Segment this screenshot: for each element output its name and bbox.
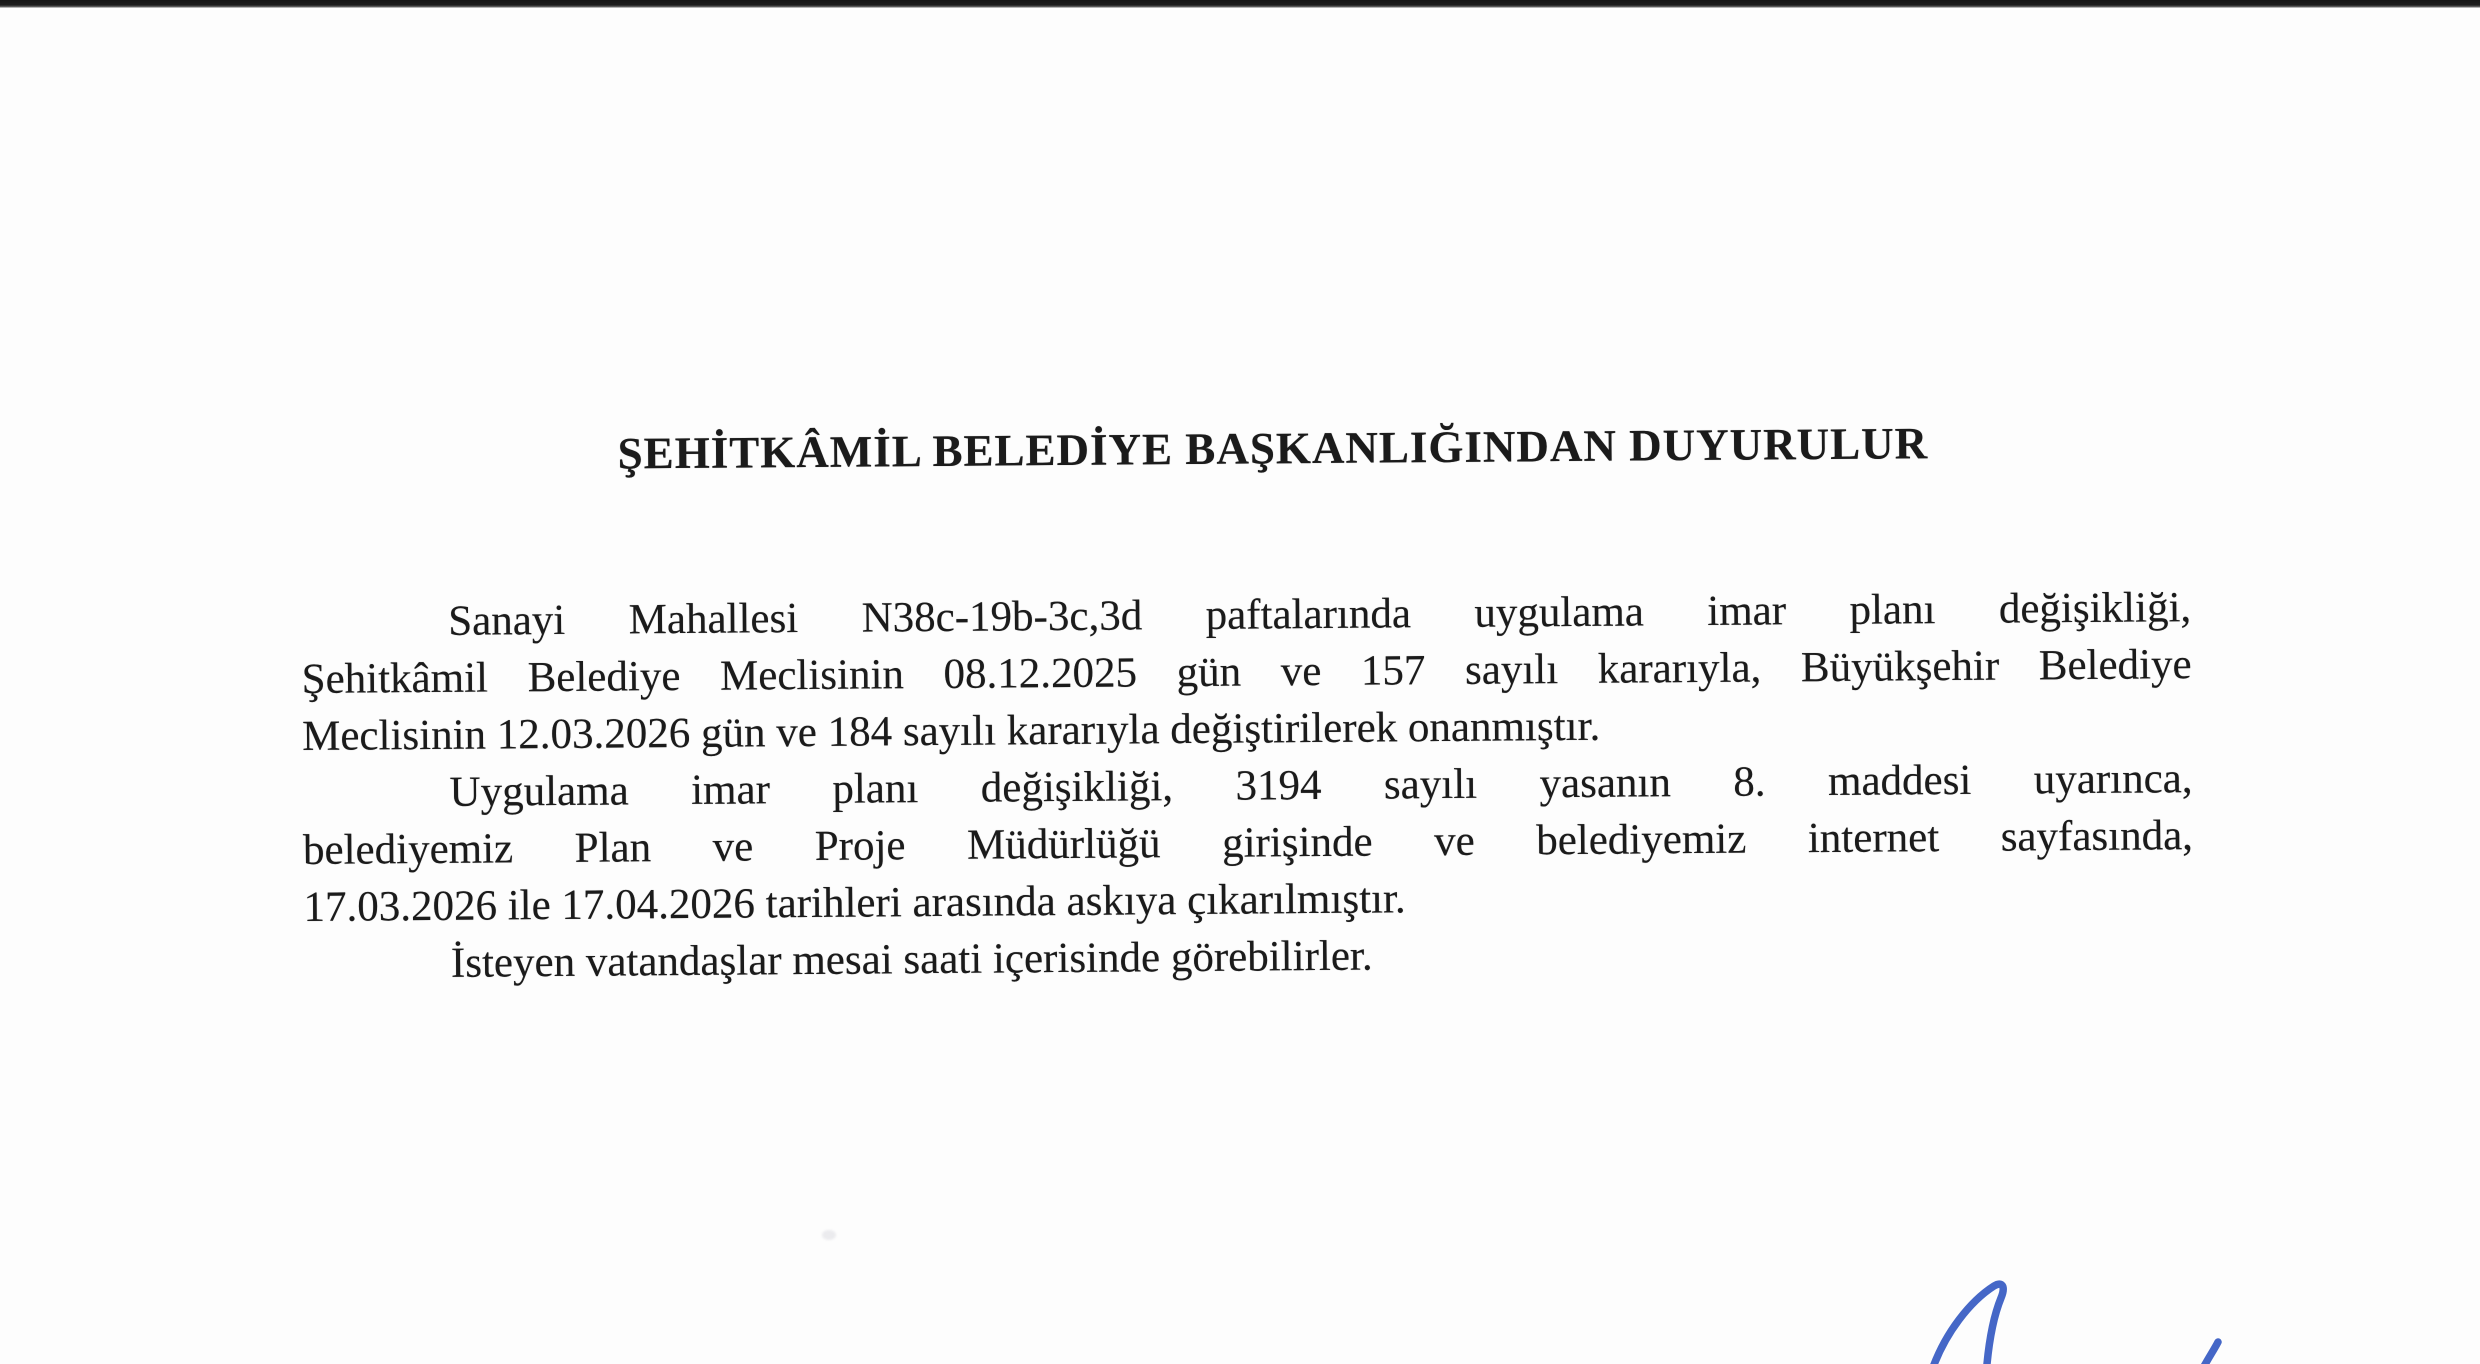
body-line: Şehitkâmil Belediye Meclisinin 08.12.2025 gün ve 157 sayılı kararıyla, Büyükşehir Belediye	[301, 641, 2192, 703]
body-line: 17.03.2026 ile 17.04.2026 tarihleri arasında askıya çıkarılmıştır.	[303, 875, 1406, 931]
body-line: Uygulama imar planı değişikliği, 3194 sayılı yasanın 8. maddesi uyarınca,	[449, 755, 2193, 816]
signature-stroke-loop	[1930, 1284, 2003, 1364]
signature-ink	[1880, 1258, 2250, 1364]
body-line: Sanayi Mahallesi N38c-19b-3c,3d paftalarında uygulama imar planı değişikliği,	[448, 584, 2192, 645]
body-line: İsteyen vatandaşlar mesai saati içerisinde görebilirler.	[450, 932, 1373, 987]
body-line: Meclisinin 12.03.2026 gün ve 184 sayılı kararıyla değiştirilerek onanmıştır.	[301, 702, 1601, 760]
body-line: belediyemiz Plan ve Proje Müdürlüğü girişinde ve belediyemiz internet sayfasında,	[302, 812, 2194, 874]
signature-stroke-tail	[2201, 1342, 2218, 1364]
announcement-title: ŞEHİTKÂMİL BELEDİYE BAŞKANLIĞINDAN DUYURULUR	[617, 418, 1929, 479]
scan-speck	[822, 1230, 836, 1240]
announcement-body	[301, 579, 2194, 993]
